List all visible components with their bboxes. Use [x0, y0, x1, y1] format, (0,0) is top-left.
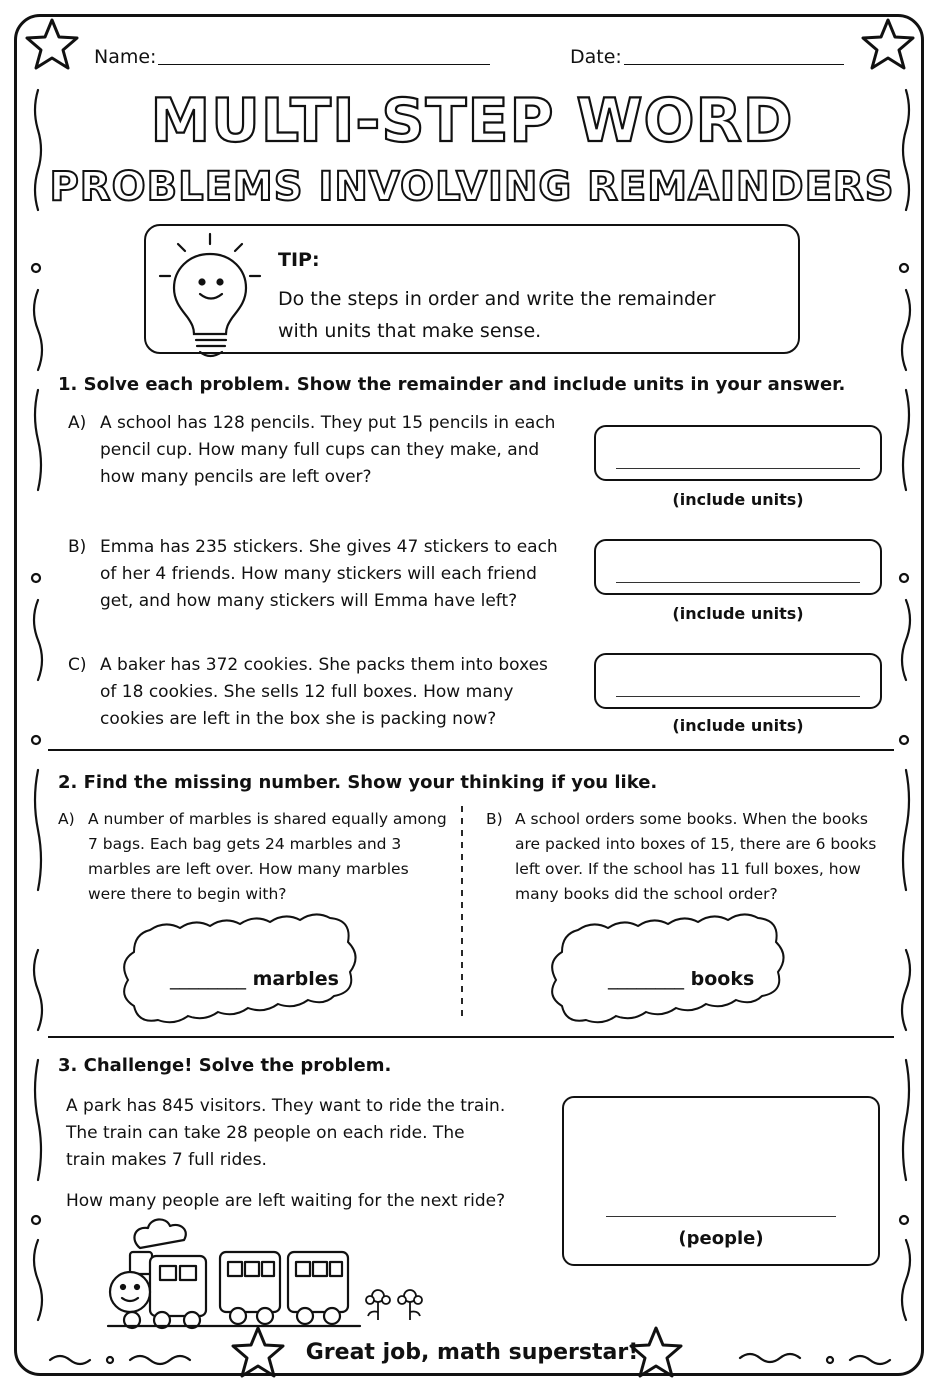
answer-2b[interactable] [608, 968, 754, 990]
right-squiggle-border [900, 90, 910, 1320]
section-divider [48, 749, 894, 751]
footer-message: Great job, math superstar! [305, 1340, 639, 1365]
page-subtitle: PROBLEMS INVOLVING REMAINDERS [49, 164, 895, 210]
units-hint: (include units) [672, 604, 804, 623]
answer-blank: ________ [608, 968, 684, 990]
problem-1b-text: Emma has 235 stickers. She gives 47 stickers to each of her 4 friends. How many stickers will each friend get, and how many stickers will Emma have left? [100, 537, 558, 611]
answer-unit: books [690, 968, 755, 990]
problem-letter: C) [68, 655, 87, 675]
date-label: Date: [570, 46, 622, 68]
units-hint: (include units) [672, 716, 804, 735]
section3-title: 3. Challenge! Solve the problem. [58, 1055, 392, 1076]
answer-unit: marbles [252, 968, 339, 990]
train-icon [108, 1219, 360, 1328]
name-field[interactable] [158, 64, 490, 65]
problem-letter: B) [486, 810, 503, 828]
answer-line [616, 582, 860, 583]
date-field[interactable] [624, 64, 844, 65]
answer-box-1a[interactable] [594, 425, 882, 481]
answer-box-1c[interactable] [594, 653, 882, 709]
problem-2b-text: A school orders some books. When the books are packed into boxes of 15, there are 6 books left over. If the school has 11 full boxes, how many books did the school order? [515, 810, 877, 903]
answer-line [616, 696, 860, 697]
problem-3-question: How many people are left waiting for the next ride? [66, 1191, 506, 1211]
flower-icon [366, 1290, 422, 1320]
answer-box-1b[interactable] [594, 539, 882, 595]
section-divider [48, 1036, 894, 1038]
tip-heading: TIP: [278, 249, 320, 271]
units-hint: (people) [678, 1228, 764, 1249]
problem-3-text: A park has 845 visitors. They want to ride the train. The train can take 28 people on each ride. The train makes 7 full rides. [66, 1096, 506, 1170]
left-squiggle-border [32, 90, 42, 1320]
problem-letter: B) [68, 537, 87, 557]
answer-2a[interactable] [170, 968, 339, 990]
problem-letter: A) [68, 413, 87, 433]
problem-1c-text: A baker has 372 cookies. She packs them into boxes of 18 cookies. She sells 12 full boxes. How many cookies are left in the box she is packing now? [100, 655, 548, 729]
section2-title: 2. Find the missing number. Show your thinking if you like. [58, 772, 658, 793]
name-label: Name: [94, 46, 157, 68]
tip-text: Do the steps in order and write the remainder with units that make sense. [278, 288, 716, 342]
answer-blank: ________ [170, 968, 246, 990]
page-title: MULTI-STEP WORD [150, 86, 794, 156]
problem-2a-text: A number of marbles is shared equally among 7 bags. Each bag gets 24 marbles and 3 marbles are left over. How many marbles were there to begin with? [88, 810, 447, 903]
problem-1a-text: A school has 128 pencils. They put 15 pencils in each pencil cup. How many full cups can they make, and how many pencils are left over? [100, 413, 556, 487]
answer-line [606, 1216, 836, 1217]
problem-letter: A) [58, 810, 75, 828]
answer-line [616, 468, 860, 469]
section1-title: 1. Solve each problem. Show the remainder and include units in your answer. [58, 374, 846, 395]
star-icon [27, 20, 77, 68]
star-icon [863, 20, 913, 68]
units-hint: (include units) [672, 490, 804, 509]
